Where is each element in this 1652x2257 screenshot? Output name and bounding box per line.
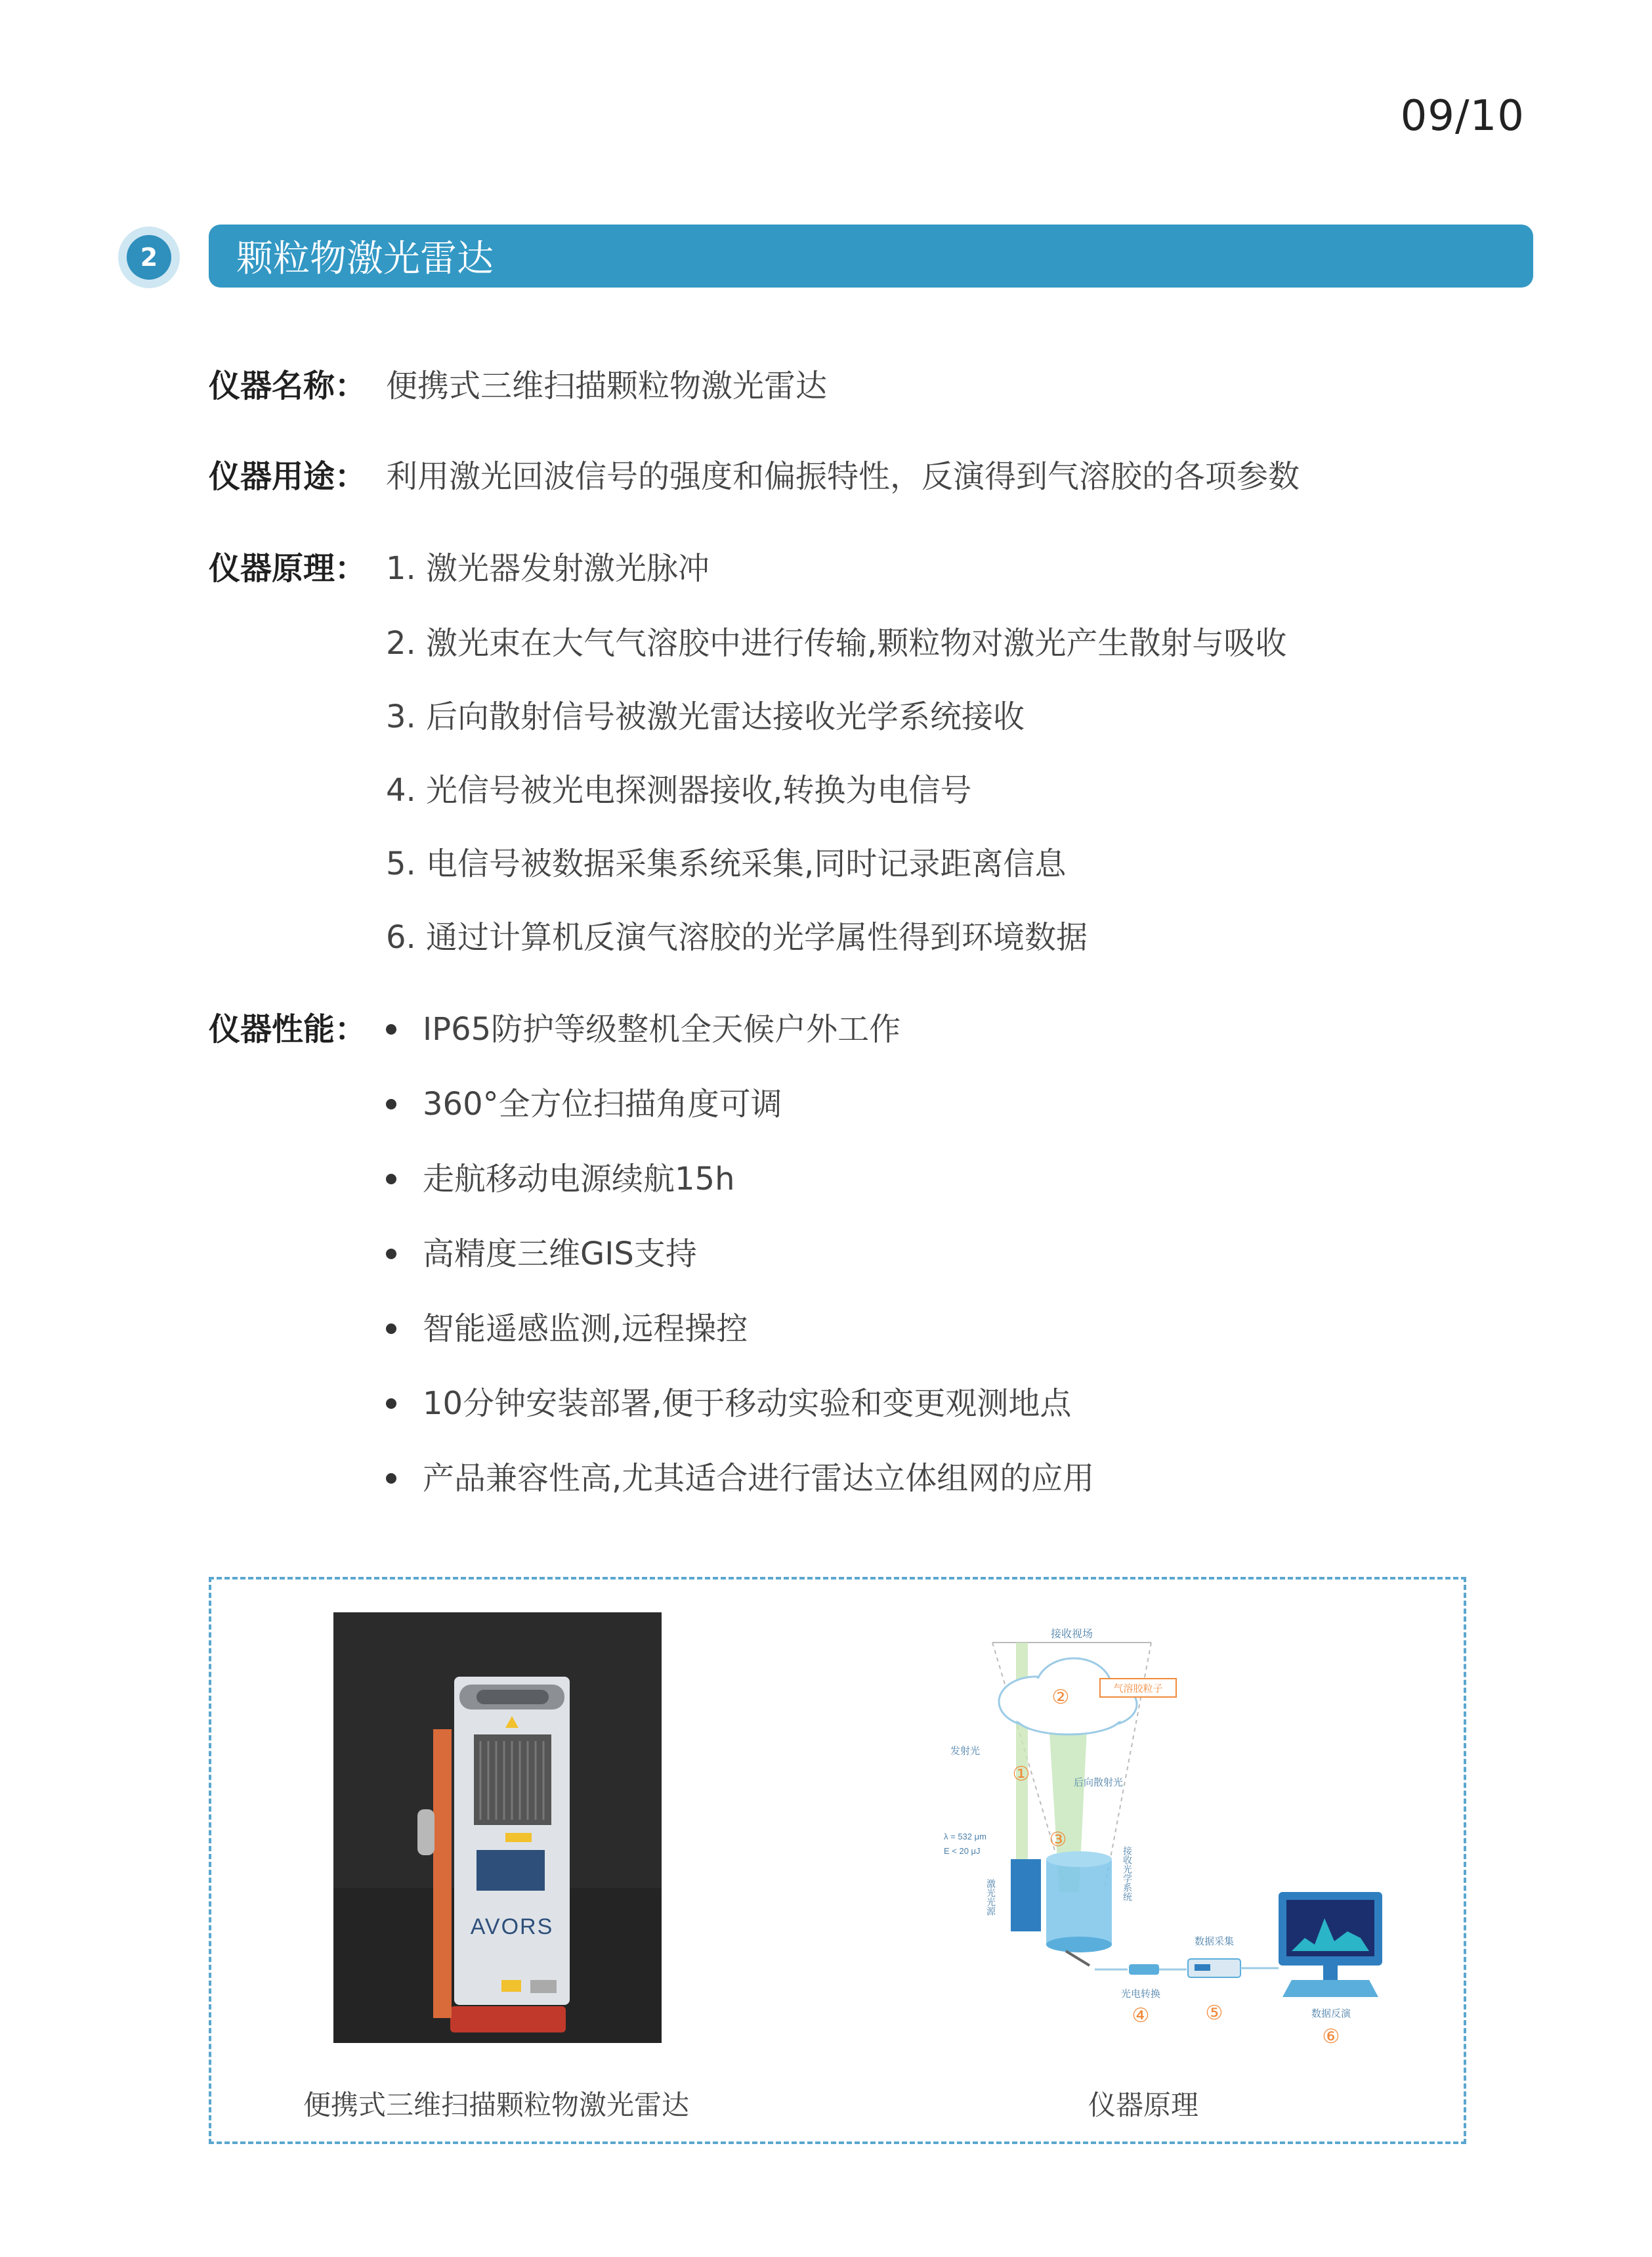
principle-item: 5. 电信号被数据采集系统采集,同时记录距离信息 (386, 846, 1067, 882)
instrument-name-label: 仪器名称： (209, 368, 367, 404)
step-marker: ③ (1049, 1829, 1067, 1851)
lidar-device-photo (333, 1612, 662, 2043)
principle-item: 3. 后向散射信号被激光雷达接收光学系统接收 (386, 699, 1025, 735)
section-title: 颗粒物激光雷达 (236, 238, 494, 280)
step-marker: ⑥ (1322, 2026, 1340, 2048)
step-marker: ② (1051, 1687, 1070, 1708)
page-number: 09/10 (1400, 92, 1525, 140)
photo-caption: 便携式三维扫描颗粒物激光雷达 (303, 2089, 690, 2121)
step-marker: ④ (1132, 2005, 1150, 2027)
instrument-name-value: 便携式三维扫描颗粒物激光雷达 (386, 368, 828, 404)
field-of-view-label: 接收视场 (1050, 1629, 1093, 1640)
emitted-light-label: 发射光 (950, 1746, 981, 1757)
bullet-icon (386, 1174, 396, 1184)
data-acquisition-label: 数据采集 (1194, 1936, 1235, 1947)
bullet-icon (386, 1024, 396, 1035)
aerosol-particle-label: 气溶胶粒子 (1113, 1683, 1163, 1694)
bullet-icon (386, 1323, 396, 1334)
bullet-icon (386, 1398, 396, 1409)
brand-logo: AVORS (470, 1914, 554, 1939)
instrument-principle-label: 仪器原理： (209, 550, 367, 587)
section-number-badge (118, 226, 180, 288)
photodetector-icon (1129, 1964, 1159, 1975)
bullet-icon (386, 1473, 396, 1484)
laser-source-label: 激光光源 (986, 1879, 996, 1916)
instrument-usage-label: 仪器用途： (209, 458, 367, 495)
energy-label: E < 20 μJ (944, 1846, 981, 1856)
step-marker: ⑤ (1205, 2002, 1223, 2024)
photoelectric-conversion-label: 光电转换 (1120, 1988, 1161, 2000)
receiver-optics-label: 接收光学系统 (1122, 1846, 1133, 1901)
principle-item: 4. 光信号被光电探测器接收,转换为电信号 (386, 772, 972, 809)
lidar-device-illustration (333, 1612, 662, 2043)
data-inversion-label: 数据反演 (1311, 2008, 1351, 2019)
diagram-caption: 仪器原理 (1088, 2089, 1199, 2121)
principle-item: 1. 激光器发射激光脉冲 (386, 550, 710, 587)
principle-diagram (937, 1610, 1397, 2063)
bullet-icon (386, 1099, 396, 1109)
backscatter-label: 后向散射光 (1074, 1777, 1124, 1788)
principle-item: 6. 通过计算机反演气溶胶的光学属性得到环境数据 (386, 919, 1088, 956)
wavelength-label: λ = 532 μm (944, 1832, 986, 1841)
instrument-performance-label: 仪器性能： (209, 1011, 367, 1048)
instrument-usage-value: 利用激光回波信号的强度和偏振特性，反演得到气溶胶的各项参数 (386, 458, 1300, 495)
section-title-bar (209, 225, 1533, 288)
principle-item: 2. 激光束在大气气溶胶中进行传输,颗粒物对激光产生散射与吸收 (386, 625, 1287, 662)
bullet-icon (386, 1249, 396, 1259)
step-marker: ① (1012, 1763, 1030, 1785)
section-number: 2 (127, 235, 171, 280)
